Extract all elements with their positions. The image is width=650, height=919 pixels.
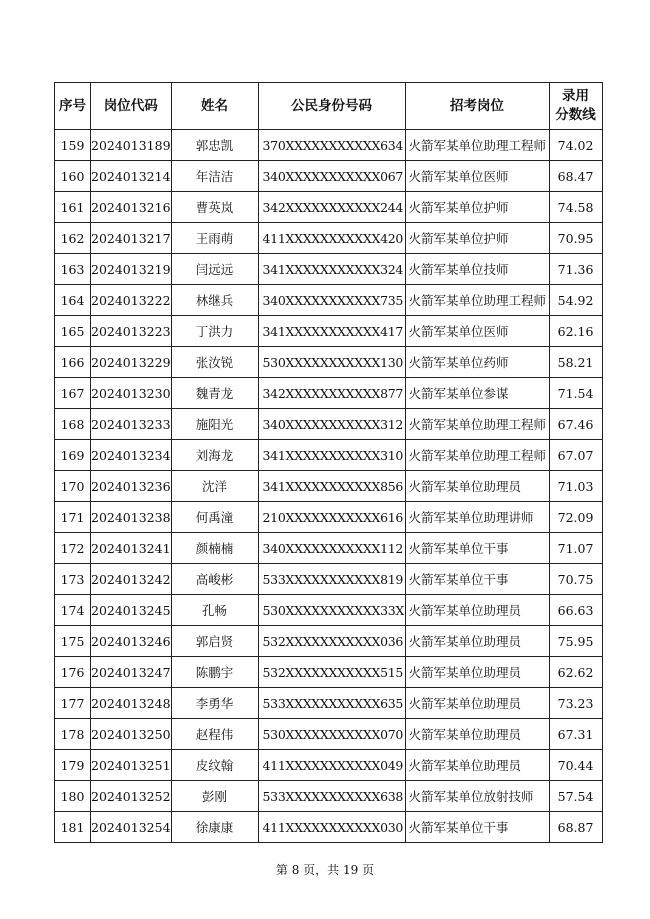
table-row	[55, 130, 603, 161]
cell-position: 火箭军某单位助理工程师	[405, 130, 549, 161]
cell-score: 71.36	[549, 254, 602, 285]
cell-position: 火箭军某单位助理员	[405, 626, 549, 657]
cell-name: 施阳光	[171, 409, 258, 440]
cell-position-code: 2024013246	[91, 626, 172, 657]
cell-score: 62.62	[549, 657, 602, 688]
table-row	[55, 378, 603, 409]
header-seq: 序号	[55, 83, 91, 130]
table-row	[55, 657, 603, 688]
cell-position: 火箭军某单位助理员	[405, 595, 549, 626]
cell-position: 火箭军某单位干事	[405, 812, 549, 843]
cell-name: 高峻彬	[171, 564, 258, 595]
cell-seq: 166	[55, 347, 91, 378]
cell-id-number: 341XXXXXXXXXXX324	[258, 254, 405, 285]
cell-score: 68.87	[549, 812, 602, 843]
cell-position: 火箭军某单位助理工程师	[405, 409, 549, 440]
cell-name: 郭忠凯	[171, 130, 258, 161]
table-row	[55, 254, 603, 285]
cell-score: 67.07	[549, 440, 602, 471]
table-row	[55, 719, 603, 750]
cell-seq: 164	[55, 285, 91, 316]
cell-position: 火箭军某单位医师	[405, 161, 549, 192]
header-name: 姓名	[171, 83, 258, 130]
cell-seq: 163	[55, 254, 91, 285]
cell-score: 71.54	[549, 378, 602, 409]
cell-position-code: 2024013219	[91, 254, 172, 285]
cell-seq: 172	[55, 533, 91, 564]
cell-id-number: 210XXXXXXXXXXX616	[258, 502, 405, 533]
cell-name: 何禹潼	[171, 502, 258, 533]
cell-position-code: 2024013248	[91, 688, 172, 719]
cell-seq: 165	[55, 316, 91, 347]
cell-position-code: 2024013223	[91, 316, 172, 347]
cell-position-code: 2024013214	[91, 161, 172, 192]
cell-seq: 177	[55, 688, 91, 719]
cell-id-number: 411XXXXXXXXXXX049	[258, 750, 405, 781]
cell-score: 70.44	[549, 750, 602, 781]
cell-score: 62.16	[549, 316, 602, 347]
table-row	[55, 781, 603, 812]
table-row	[55, 285, 603, 316]
cell-position-code: 2024013238	[91, 502, 172, 533]
cell-score: 73.23	[549, 688, 602, 719]
table-row	[55, 409, 603, 440]
cell-name: 丁洪力	[171, 316, 258, 347]
cell-seq: 174	[55, 595, 91, 626]
cell-seq: 173	[55, 564, 91, 595]
table-row	[55, 564, 603, 595]
cell-score: 74.58	[549, 192, 602, 223]
cell-seq: 179	[55, 750, 91, 781]
cell-position: 火箭军某单位放射技师	[405, 781, 549, 812]
cell-score: 71.07	[549, 533, 602, 564]
table-row	[55, 502, 603, 533]
table-row	[55, 471, 603, 502]
header-score-line2: 分数线	[555, 107, 596, 123]
cell-position: 火箭军某单位助理工程师	[405, 440, 549, 471]
cell-score: 71.03	[549, 471, 602, 502]
cell-id-number: 533XXXXXXXXXXX819	[258, 564, 405, 595]
cell-seq: 176	[55, 657, 91, 688]
cell-name: 颜楠楠	[171, 533, 258, 564]
table-row	[55, 812, 603, 843]
cell-position-code: 2024013189	[91, 130, 172, 161]
table-row	[55, 626, 603, 657]
cell-name: 王雨萌	[171, 223, 258, 254]
table-row	[55, 688, 603, 719]
cell-name: 曹英岚	[171, 192, 258, 223]
header-score	[549, 83, 602, 130]
header-position-code: 岗位代码	[91, 83, 172, 130]
cell-seq: 169	[55, 440, 91, 471]
cell-position: 火箭军某单位护师	[405, 223, 549, 254]
cell-name: 林继兵	[171, 285, 258, 316]
table-row	[55, 440, 603, 471]
cell-name: 沈洋	[171, 471, 258, 502]
cell-position-code: 2024013233	[91, 409, 172, 440]
table-row	[55, 223, 603, 254]
page-footer: 第 8 页，共 19 页	[275, 863, 375, 877]
cell-name: 张汝锐	[171, 347, 258, 378]
cell-position: 火箭军某单位助理讲师	[405, 502, 549, 533]
cell-name: 陈鹏宇	[171, 657, 258, 688]
cell-position: 火箭军某单位助理员	[405, 719, 549, 750]
cell-score: 58.21	[549, 347, 602, 378]
cell-position: 火箭军某单位技师	[405, 254, 549, 285]
cell-score: 70.75	[549, 564, 602, 595]
cell-name: 赵程伟	[171, 719, 258, 750]
cell-position-code: 2024013216	[91, 192, 172, 223]
table-row	[55, 750, 603, 781]
cell-name: 皮纹翰	[171, 750, 258, 781]
cell-score: 72.09	[549, 502, 602, 533]
cell-position-code: 2024013230	[91, 378, 172, 409]
cell-score: 75.95	[549, 626, 602, 657]
cell-id-number: 411XXXXXXXXXXX420	[258, 223, 405, 254]
cell-name: 年洁洁	[171, 161, 258, 192]
cell-position: 火箭军某单位干事	[405, 533, 549, 564]
cell-position: 火箭军某单位药师	[405, 347, 549, 378]
cell-position: 火箭军某单位助理工程师	[405, 285, 549, 316]
cell-id-number: 533XXXXXXXXXXX635	[258, 688, 405, 719]
cell-score: 57.54	[549, 781, 602, 812]
cell-id-number: 411XXXXXXXXXXX030	[258, 812, 405, 843]
cell-id-number: 530XXXXXXXXXXX070	[258, 719, 405, 750]
cell-name: 彭刚	[171, 781, 258, 812]
cell-position-code: 2024013236	[91, 471, 172, 502]
table-row	[55, 533, 603, 564]
cell-seq: 170	[55, 471, 91, 502]
table-body	[55, 130, 603, 843]
cell-id-number: 340XXXXXXXXXXX112	[258, 533, 405, 564]
cell-seq: 171	[55, 502, 91, 533]
cell-position-code: 2024013229	[91, 347, 172, 378]
cell-position: 火箭军某单位助理员	[405, 471, 549, 502]
cell-position-code: 2024013247	[91, 657, 172, 688]
cell-seq: 178	[55, 719, 91, 750]
table-row	[55, 595, 603, 626]
table-row	[55, 161, 603, 192]
cell-name: 郭启贤	[171, 626, 258, 657]
cell-seq: 159	[55, 130, 91, 161]
cell-position-code: 2024013250	[91, 719, 172, 750]
cell-score: 67.46	[549, 409, 602, 440]
cell-id-number: 340XXXXXXXXXXX067	[258, 161, 405, 192]
table-row	[55, 347, 603, 378]
cell-position: 火箭军某单位医师	[405, 316, 549, 347]
header-score-line1: 录用	[562, 88, 590, 104]
cell-position: 火箭军某单位参谋	[405, 378, 549, 409]
table-row	[55, 316, 603, 347]
cell-id-number: 530XXXXXXXXXXX130	[258, 347, 405, 378]
cell-name: 李勇华	[171, 688, 258, 719]
cell-id-number: 533XXXXXXXXXXX638	[258, 781, 405, 812]
cell-score: 70.95	[549, 223, 602, 254]
cell-name: 闫远远	[171, 254, 258, 285]
table-header	[55, 83, 603, 130]
cell-id-number: 532XXXXXXXXXXX515	[258, 657, 405, 688]
results-table	[54, 82, 603, 843]
cell-id-number: 340XXXXXXXXXXX735	[258, 285, 405, 316]
header-id-number: 公民身份号码	[258, 83, 405, 130]
cell-position: 火箭军某单位助理员	[405, 657, 549, 688]
cell-name: 魏青龙	[171, 378, 258, 409]
cell-seq: 180	[55, 781, 91, 812]
cell-position: 火箭军某单位助理员	[405, 750, 549, 781]
cell-id-number: 342XXXXXXXXXXX877	[258, 378, 405, 409]
header-position: 招考岗位	[405, 83, 549, 130]
cell-position-code: 2024013245	[91, 595, 172, 626]
cell-score: 54.92	[549, 285, 602, 316]
cell-name: 孔畅	[171, 595, 258, 626]
cell-seq: 167	[55, 378, 91, 409]
table-row	[55, 192, 603, 223]
cell-score: 67.31	[549, 719, 602, 750]
cell-seq: 161	[55, 192, 91, 223]
cell-id-number: 530XXXXXXXXXXX33X	[258, 595, 405, 626]
cell-position-code: 2024013217	[91, 223, 172, 254]
cell-id-number: 340XXXXXXXXXXX312	[258, 409, 405, 440]
cell-position-code: 2024013242	[91, 564, 172, 595]
cell-score: 66.63	[549, 595, 602, 626]
cell-seq: 175	[55, 626, 91, 657]
cell-seq: 162	[55, 223, 91, 254]
cell-seq: 160	[55, 161, 91, 192]
cell-name: 刘海龙	[171, 440, 258, 471]
cell-position-code: 2024013241	[91, 533, 172, 564]
cell-position-code: 2024013234	[91, 440, 172, 471]
cell-id-number: 342XXXXXXXXXXX244	[258, 192, 405, 223]
cell-position: 火箭军某单位干事	[405, 564, 549, 595]
cell-id-number: 341XXXXXXXXXXX417	[258, 316, 405, 347]
cell-position: 火箭军某单位助理员	[405, 688, 549, 719]
cell-id-number: 370XXXXXXXXXXX634	[258, 130, 405, 161]
cell-position-code: 2024013254	[91, 812, 172, 843]
header-row	[55, 83, 603, 130]
cell-name: 徐康康	[171, 812, 258, 843]
cell-score: 68.47	[549, 161, 602, 192]
cell-id-number: 532XXXXXXXXXXX036	[258, 626, 405, 657]
cell-seq: 168	[55, 409, 91, 440]
cell-position-code: 2024013222	[91, 285, 172, 316]
cell-score: 74.02	[549, 130, 602, 161]
cell-id-number: 341XXXXXXXXXXX856	[258, 471, 405, 502]
cell-position-code: 2024013252	[91, 781, 172, 812]
cell-position: 火箭军某单位护师	[405, 192, 549, 223]
cell-position-code: 2024013251	[91, 750, 172, 781]
cell-id-number: 341XXXXXXXXXXX310	[258, 440, 405, 471]
cell-seq: 181	[55, 812, 91, 843]
